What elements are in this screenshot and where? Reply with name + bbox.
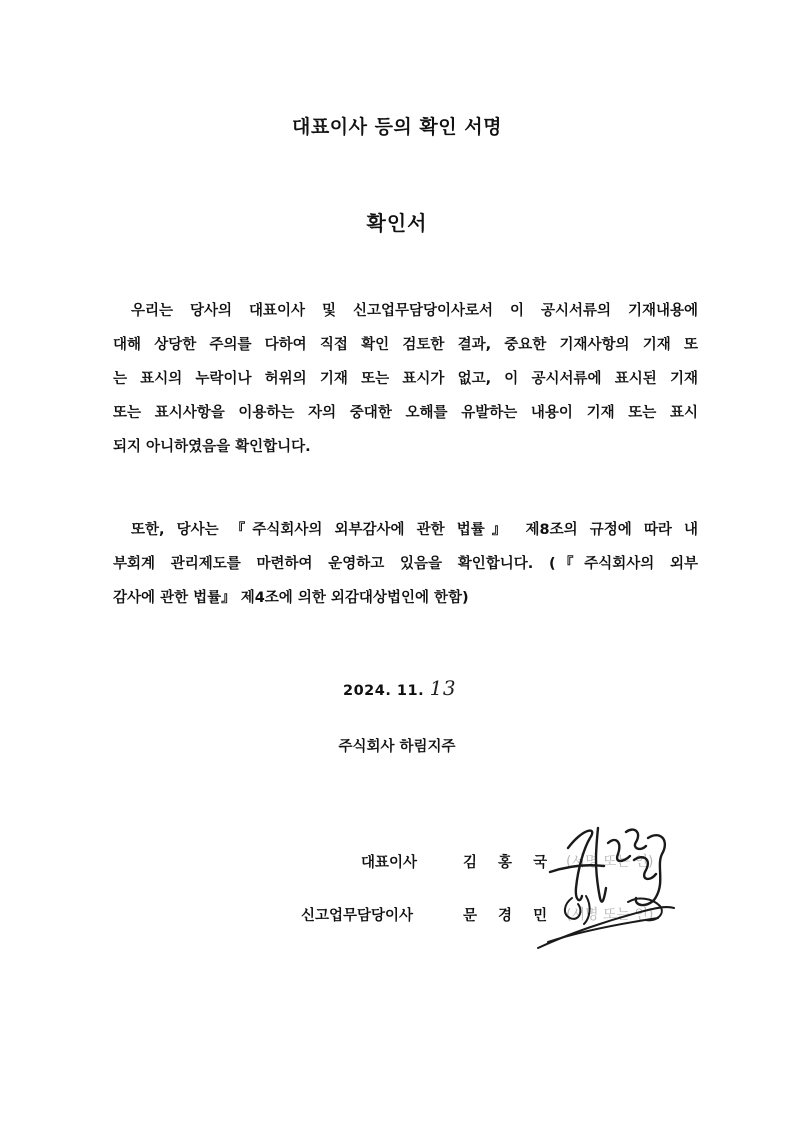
paragraph-line: 우리는 당사의 대표이사 및 신고업무담당이사로서 이 공시서류의 기재내용에	[131, 303, 698, 319]
document-subtitle: 확인서	[366, 211, 428, 235]
date-handwritten-day: 13	[429, 676, 457, 700]
document-title: 대표이사 등의 확인 서명	[292, 116, 502, 138]
signatory-name: 김 홍 국	[463, 855, 556, 871]
confirmation-paragraph	[113, 294, 698, 464]
paragraph-line: 부회계 관리제도를 마련하여 운영하고 있음을 확인합니다. (『주식회사의 외부	[113, 556, 698, 572]
company-name: 주식회사 하림지주	[338, 739, 456, 755]
signature-or-seal-note: (서명 또는 인)	[566, 907, 654, 923]
document-date	[343, 676, 456, 700]
signatory-role: 대표이사	[361, 855, 418, 871]
signatory-role: 신고업무담당이사	[301, 908, 414, 924]
paragraph-line: 되지 아니하였음을 확인합니다.	[113, 439, 311, 455]
paragraph-line: 감사에 관한 법률』 제4조에 의한 외감대상법인에 한함)	[113, 590, 469, 606]
signatory-name: 문 경 민	[463, 908, 556, 924]
paragraph-line: 또는 표시사항을 이용하는 자의 중대한 오해를 유발하는 내용이 기재 또는 표시	[113, 405, 698, 421]
signature-or-seal-note: (서명 또는 인)	[566, 854, 654, 870]
paragraph-line: 대해 상당한 주의를 다하여 직접 확인 검토한 결과, 중요한 기재사항의 기재 또	[113, 337, 698, 353]
internal-control-paragraph	[113, 513, 698, 615]
paragraph-line: 는 표시의 누락이나 허위의 기재 또는 표시가 없고, 이 공시서류에 표시된 기재	[113, 371, 698, 387]
date-printed: 2024. 11.	[343, 683, 425, 699]
paragraph-line: 또한, 당사는 『주식회사의 외부감사에 관한 법률』 제8조의 규정에 따라 내	[131, 522, 698, 538]
